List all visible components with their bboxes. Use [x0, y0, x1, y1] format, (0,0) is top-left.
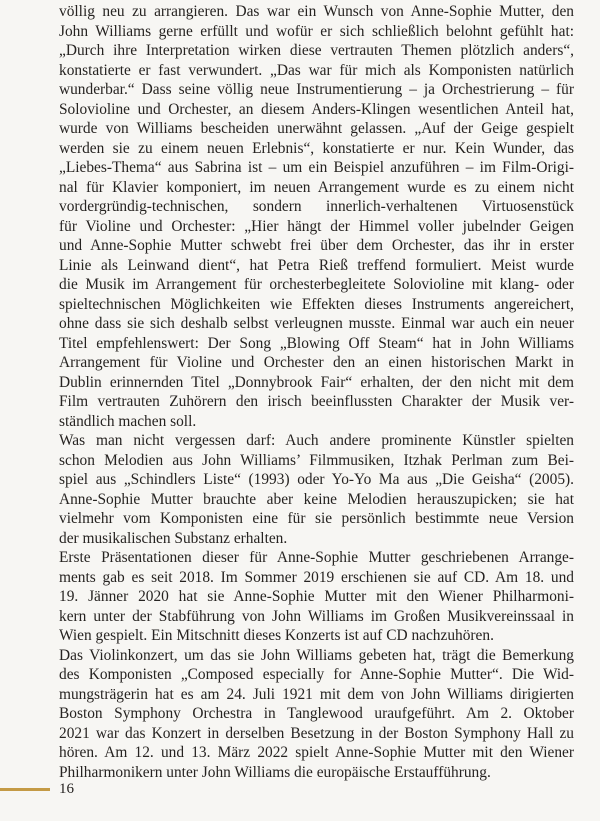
text-line: wunderbar.“ Dass seine völlig neue Instrumentierung – ja Orchestrierung – für: [59, 81, 574, 98]
text-line: Dublin erinnernden Titel „Donnybrook Fair“ erhalten, der den nicht mit dem: [59, 373, 574, 391]
text-line: John Williams gerne erfüllt und wofür er sich schließlich belohnt gefühlt hat:: [59, 22, 574, 40]
text-line: und Anne-Sophie Mutter schwebt frei über dem Orchester, das ihr in erster: [59, 237, 574, 254]
text-line: Philharmonikern unter John Williams die europäische Erstaufführung.: [59, 763, 491, 781]
text-line: schon Melodien aus John Williams’ Filmmusiken, Itzhak Perlman zum Bei-: [59, 451, 574, 469]
text-line: für Violine und Orchester: „Hier hängt der Himmel voller jubelnder Geigen: [59, 217, 574, 235]
text-line: Wien gespielt. Ein Mitschnitt dieses Konzerts ist auf CD nachzuhören.: [59, 627, 494, 644]
text-line: Erste Präsentationen dieser für Anne-Sophie Mutter geschriebenen Arrange-: [59, 549, 574, 566]
page-number-rule: [0, 788, 50, 791]
text-line: „Liebes-Thema“ aus Sabrina ist – um ein Beispiel anzuführen – im Film-Origi-: [59, 159, 574, 176]
text-line: die Musik im Arrangement für orchesterbegleitete Solovioline mit klang- oder: [59, 276, 574, 293]
text-line: Linie als Leinwand dient“, hat Petra Rieß treffend formuliert. Meist wurde: [59, 256, 574, 274]
text-line: Das Violinkonzert, um das sie John Williams gebeten hat, trägt die Bemerkung: [59, 646, 574, 664]
text-line: vordergründig-technischen, sondern innerlich-verhaltenen Virtuosenstück: [59, 198, 574, 215]
text-line: vielmehr vom Komponisten eine für sie persönlich bestimmte neue Version: [59, 510, 574, 527]
text-line: konstatierte er fast verwundert. „Das war für mich als Komponisten natürlich: [59, 61, 574, 79]
text-line: der musikalischen Substanz erhalten.: [59, 529, 288, 547]
text-line: mungsträgerin hat es am 24. Juli 1921 mit dem von John Williams dirigierten: [59, 685, 574, 703]
text-line: „Durch ihre Interpretation wirken diese vertrauten Themen plötzlich anders“,: [59, 42, 574, 59]
text-line: des Komponisten „Composed especially for Anne-Sophie Mutter“. Die Wid-: [59, 666, 574, 683]
text-line: 2021 war das Konzert in derselben Besetzung in der Boston Symphony Hall zu: [59, 724, 574, 742]
body-text: [59, 2, 574, 782]
text-line: ments gab es seit 2018. Im Sommer 2019 erschienen sie auf CD. Am 18. und: [59, 568, 574, 586]
text-line: Was man nicht vergessen darf: Auch andere prominente Künstler spielten: [59, 432, 574, 449]
text-line: Film vertrauten Zuhörern den irisch beeinflussten Charakter der Musik ver-: [59, 393, 574, 410]
text-line: Boston Symphony Orchestra in Tanglewood uraufgeführt. Am 2. Oktober: [59, 705, 574, 722]
text-line: nal für Klavier komponiert, im neuen Arrangement wurde es zu einem nicht: [59, 178, 574, 196]
text-line: völlig neu zu arrangieren. Das war ein Wunsch von Anne-Sophie Mutter, den: [59, 3, 574, 20]
text-line: Solovioline und Orchester, an diesem Anders-Klingen wesentlichen Anteil hat,: [59, 100, 574, 118]
text-line: werden sie zu einem neuen Erlebnis“, konstatierte er nur. Kein Wunder, das: [59, 139, 574, 157]
text-line: spiel aus „Schindlers Liste“ (1993) oder Yo-Yo Ma aus „Die Geisha“ (2005).: [59, 471, 574, 488]
text-line: hören. Am 12. und 13. März 2022 spielt Anne-Sophie Mutter mit den Wiener: [59, 744, 574, 761]
text-line: ohne dass sie sich deshalb selbst verleugnen musste. Einmal war auch ein neuer: [59, 315, 574, 332]
text-line: Titel empfehlenswert: Der Song „Blowing Off Steam“ hat in John Williams: [59, 334, 574, 352]
page-number: 16: [59, 781, 74, 797]
text-line: ständlich machen soll.: [59, 412, 197, 430]
text-line: Arrangement für Violine und Orchester den an einen historischen Markt in: [59, 354, 574, 371]
text-line: 19. Jänner 2020 hat sie Anne-Sophie Mutter mit den Wiener Philharmoni-: [59, 588, 574, 605]
text-line: spieltechnischen Möglichkeiten wie Effekten dieses Instruments angereichert,: [59, 295, 574, 313]
text-line: Anne-Sophie Mutter brauchte aber keine Melodien herauszupicken; sie hat: [59, 490, 574, 508]
text-line: wurde von Williams bescheiden unerwähnt gelassen. „Auf der Geige gespielt: [59, 120, 574, 137]
text-line: kern unter der Stabführung von John Williams im Großen Musikvereinssaal in: [59, 607, 574, 625]
